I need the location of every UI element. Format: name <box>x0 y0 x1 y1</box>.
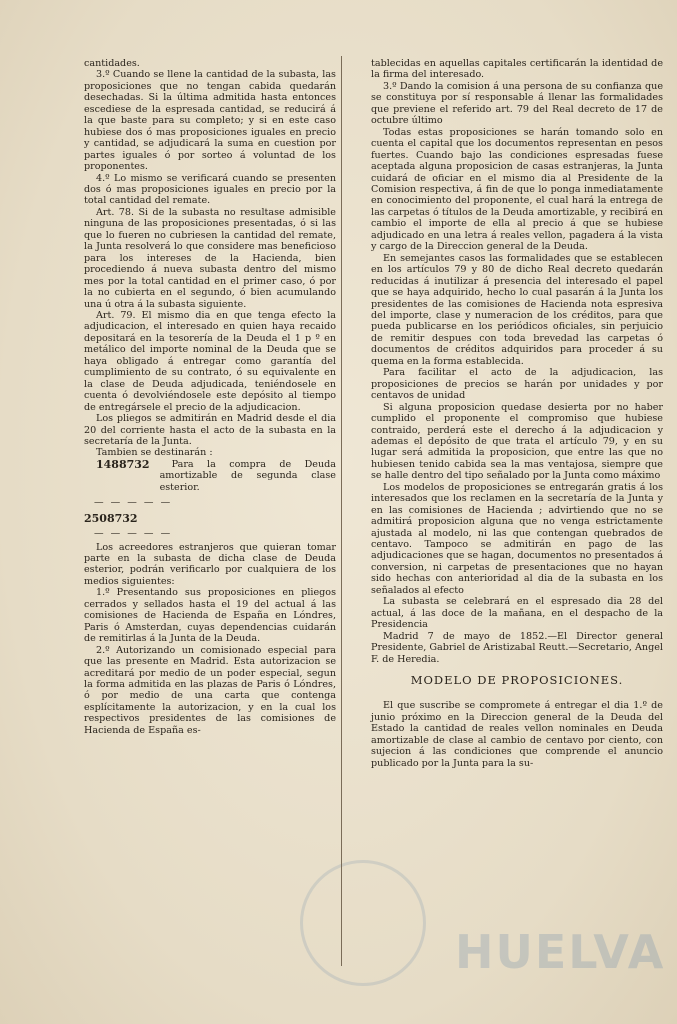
paragraph: Art. 78. Si de la subasta no resultase admisible ninguna de las proposiciones presentadas, ó si las que lo fueren no cubriesen la cantidad del remate, la Junta resolverá lo que considere mas beneficioso para los intereses de la Hacienda, bien procediendo á nueva subasta dentro del mismo mes por la total cantidad en el primer caso, ó por la no cubierta en el segundo, ó bien acumulando una ú otra á la subasta siguiente. <box>84 206 336 310</box>
amount-description: Para la compra de Deuda amortizable de segunda clase esterior. <box>159 458 336 493</box>
right-column <box>371 58 663 769</box>
paragraph: 4.º Lo mismo se verificará cuando se presenten dos ó mas proposiciones iguales en precio por la total cantidad del remate. <box>84 172 336 207</box>
subsidy-line <box>84 459 336 493</box>
paragraph: La subasta se celebrará en el espresado dia 28 del actual, á las doce de la mañana, en el despacho de la Presidencia <box>371 596 663 631</box>
watermark: HUELVA <box>455 925 666 979</box>
total-number: 2508732 <box>84 511 138 525</box>
paragraph: Para facilitar el acto de la adjudicacion, las proposiciones de precios se harán por unidades y por centavos de unidad <box>371 367 663 402</box>
paragraph: Los pliegos se admitirán en Madrid desde el dia 20 del corriente hasta el acto de la subasta en la secretaría de la Junta. <box>84 413 336 447</box>
paragraph: Tambien se destinarán : <box>96 447 213 459</box>
paragraph: Todas estas proposiciones se harán tomando solo en cuenta el capital que los documentos representan en pesos fuertes. Cuando bajo las condiciones espresadas fuese aceptada alguna proposicion de casas estranjeras, la Junta cuidará de oficiar en el mismo dia al Presidente de la Comision respectiva, á fin de que lo ponga inmediatamente en conocimiento del proponente, el cual hará la entrega de las carpetas ó títulos de la Deuda amortizable, y recibirá en cambio el importe de ella al precio á que se hubiese adjudicado en una letra á reales vellon, pagadera á la vista y cargo de la Direccion general de la Deuda. <box>371 126 663 253</box>
library-seal <box>300 860 426 986</box>
paragraph: 1.º Presentando sus proposiciones en pliegos cerrados y sellados hasta el 19 del actual á las comisiones de Hacienda de España en Lóndres, Paris ó Amsterdan, cuyas dependencias cuidarán de remitirlas á la Junta de la Deuda. <box>84 587 336 645</box>
paragraph: Los acreedores estranjeros que quieran tomar parte en la subasta de dicha clase de Deuda esterior, podrán verificarlo por cualquiera de los medios siguientes: <box>84 541 336 587</box>
paragraph: 2.º Autorizando un comisionado especial para que las presente en Madrid. Esta autorizacion se acreditará por medio de un poder especial, segun la forma admitida en las plazas de Paris ó Lóndres, ó por medio de una carta que contenga esplícitamente la autorizacion, y en la cual los respectivos presidentes de las comisiones de Hacienda de España es- <box>84 644 336 736</box>
dash-rule: — — — — — <box>94 497 173 509</box>
column-divider <box>341 56 342 966</box>
paragraph: 3.º Cuando se llene la cantidad de la subasta, las proposiciones que no tengan cabida quedarán desechadas. Si la última admitida hasta entonces escediese de la espresada cantidad, se reducirá á la que baste para su completo; y si en este caso hubiese dos ó mas proposiciones iguales en precio y cantidad, se adjudicará la suma en cuestion por partes iguales ó por sorteo á voluntad de los proponentes. <box>84 69 336 173</box>
paragraph: 3.º Dando la comision á una persona de su confianza que se constituya por sí responsable á llenar las formalidades que previene el referido art. 79 del Real decreto de 17 de octubre último <box>371 80 663 127</box>
paragraph: tablecidas en aquellas capitales certificarán la identidad de la firma del interesado. <box>371 58 663 81</box>
paragraph: En semejantes casos las formalidades que se establecen en los artículos 79 y 80 de dicho Real decreto quedarán reducidas á inutilizar á presencia del interesado el papel que se haya adquirido, hecho lo cual pasarán á la Junta los presidentes de las comisiones de Hacienda nota espresiva del importe, clase y numeracion de los créditos, para que pueda publicarse en los periódicos oficiales, sin perjuicio de remitir despues con toda brevedad las carpetas ó documentos de créditos adquiridos para proceder á su quema en la forma establecida. <box>371 252 663 367</box>
paragraph: Madrid 7 de mayo de 1852.—El Director general Presidente, Gabriel de Aristizabal Reutt.—Secretario, Angel F. de Heredia. <box>371 630 663 665</box>
paragraph: Los modelos de proposiciones se entregarán gratis á los interesados que los reclamen en la secretaría de la Junta y en las comisiones de Hacienda ; advirtiendo que no se admitirá proposicion alguna que no venga estrictamente ajustada al modelo, ni las que contengan quebrados de centavo. Tampoco se admitirán en pago de las adjudicaciones que se hagan, documentos no presentados á conversion, ni carpetas de presentaciones que no hayan sido hechas con anterioridad al dia de la subasta en los señalados al efecto <box>371 481 663 596</box>
paragraph: Si alguna proposicion quedase desierta por no haber cumplido el proponente el compromiso que hubiese contraido, perderá este el derecho á la adjudicacion y ademas el depósito de que trata el artículo 79, y en su lugar será admitida la proposicion, que entre las que no hubiesen tenido cabida sea la mas ventajosa, siempre que se halle dentro del tipo señalado por la Junta como máximo <box>371 401 663 482</box>
dash-rule: — — — — — <box>94 528 173 540</box>
section-heading: MODELO DE PROPOSICIONES. <box>410 673 624 688</box>
left-column <box>84 58 336 736</box>
paragraph: cantidades. <box>84 58 140 69</box>
paragraph: El que suscribe se compromete á entregar el dia 1.º de junio próximo en la Direccion general de la Deuda del Estado la cantidad de reales vellon nominales en Deuda amortizable de clase al cambio de centavo por ciento, con sujecion á las condiciones que comprende el anuncio publicado por la Junta para la su- <box>371 700 663 769</box>
paragraph: Art. 79. El mismo dia en que tenga efecto la adjudicacion, el interesado en quien haya recaido depositará en la tesorería de la Deuda el 1 p º en metálico del importe nominal de la Deuda que se haya obligado á entregar como garantía del cumplimiento de su contrato, ó su equivalente en la clase de Deuda adjudicada, teniéndosele en cuenta ó devolviéndosele este depósito al tiempo de entregársele el precio de la adjudicacion. <box>84 309 336 413</box>
amount-number: 1488732 <box>96 457 150 471</box>
